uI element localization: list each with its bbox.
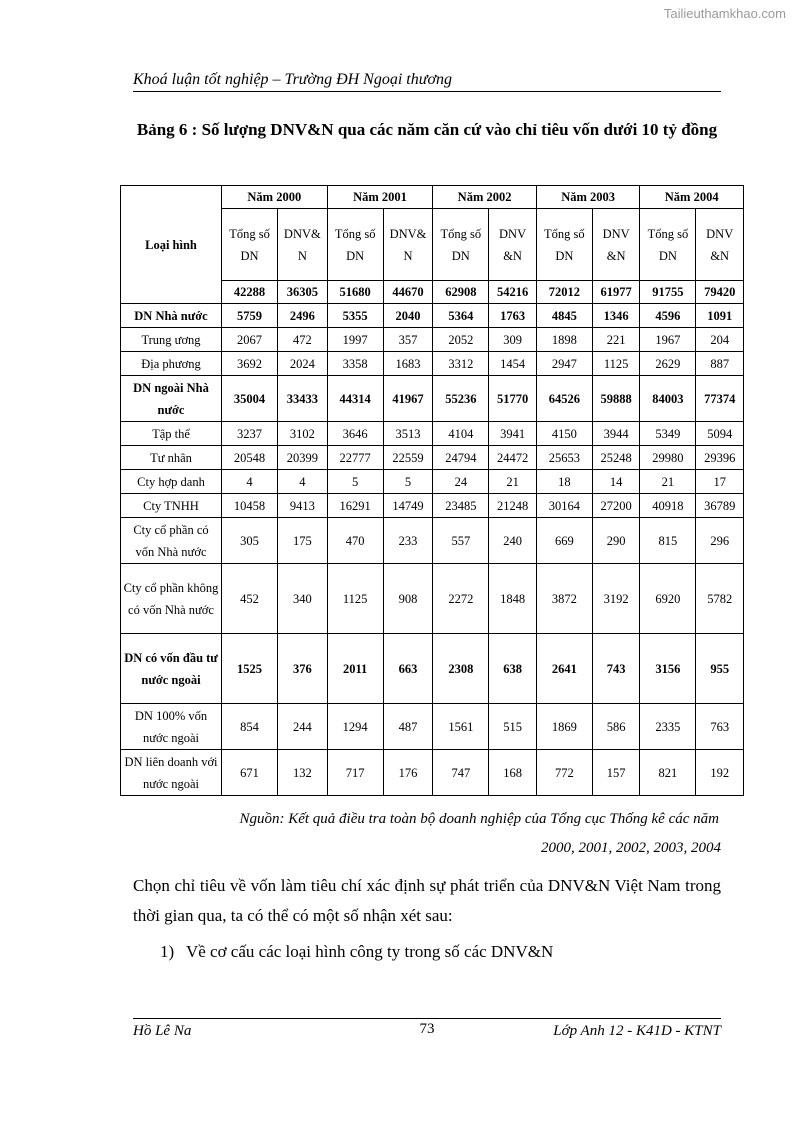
table-cell: 1454 bbox=[489, 352, 537, 376]
table-cell: 2040 bbox=[383, 304, 433, 328]
table-cell: 21 bbox=[489, 470, 537, 494]
table-cell: 1997 bbox=[327, 328, 383, 352]
table-cell: 2308 bbox=[433, 634, 489, 704]
table-cell: 25653 bbox=[536, 446, 592, 470]
table-cell: 743 bbox=[592, 634, 640, 704]
table-row bbox=[121, 494, 744, 518]
table-cell: 309 bbox=[489, 328, 537, 352]
table-cell: 33433 bbox=[278, 376, 328, 422]
table-cell: 3646 bbox=[327, 422, 383, 446]
table-row bbox=[121, 564, 744, 634]
table-cell: 2272 bbox=[433, 564, 489, 634]
subheader-cell: DNV &N bbox=[489, 209, 537, 281]
table-cell: 3513 bbox=[383, 422, 433, 446]
row-label: Cty cổ phần không có vốn Nhà nước bbox=[121, 564, 222, 634]
watermark: Tailieuthamkhao.com bbox=[663, 6, 786, 21]
table-cell: 233 bbox=[383, 518, 433, 564]
total-cell: 42288 bbox=[222, 281, 278, 304]
table-cell: 3358 bbox=[327, 352, 383, 376]
table-cell: 3192 bbox=[592, 564, 640, 634]
table-cell: 717 bbox=[327, 750, 383, 796]
table-row bbox=[121, 328, 744, 352]
list-item bbox=[160, 942, 553, 962]
table-cell: 1091 bbox=[696, 304, 744, 328]
table-cell: 955 bbox=[696, 634, 744, 704]
table-cell: 305 bbox=[222, 518, 278, 564]
table-cell: 77374 bbox=[696, 376, 744, 422]
table-cell: 1898 bbox=[536, 328, 592, 352]
table-cell: 44314 bbox=[327, 376, 383, 422]
table-cell: 772 bbox=[536, 750, 592, 796]
row-label: DN có vốn đầu tư nước ngoài bbox=[121, 634, 222, 704]
table-row bbox=[121, 750, 744, 796]
table-cell: 35004 bbox=[222, 376, 278, 422]
table-cell: 340 bbox=[278, 564, 328, 634]
table-cell: 2629 bbox=[640, 352, 696, 376]
table-cell: 472 bbox=[278, 328, 328, 352]
table-cell: 669 bbox=[536, 518, 592, 564]
year-header: Năm 2002 bbox=[433, 186, 537, 209]
table-cell: 1763 bbox=[489, 304, 537, 328]
table-cell: 16291 bbox=[327, 494, 383, 518]
row-label: Cty TNHH bbox=[121, 494, 222, 518]
data-table bbox=[120, 185, 744, 796]
table-cell: 4 bbox=[278, 470, 328, 494]
table-title: Bảng 6 : Số lượng DNV&N qua các năm căn cứ vào chỉ tiêu vốn dưới 10 tỷ đồng bbox=[136, 120, 718, 139]
source-note bbox=[133, 805, 721, 863]
table-cell: 908 bbox=[383, 564, 433, 634]
table-cell: 854 bbox=[222, 704, 278, 750]
table-cell: 3102 bbox=[278, 422, 328, 446]
table-cell: 1125 bbox=[592, 352, 640, 376]
total-cell: 36305 bbox=[278, 281, 328, 304]
table-cell: 2947 bbox=[536, 352, 592, 376]
total-cell: 51680 bbox=[327, 281, 383, 304]
table-row bbox=[121, 518, 744, 564]
table-cell: 22777 bbox=[327, 446, 383, 470]
table-row bbox=[121, 304, 744, 328]
table-cell: 168 bbox=[489, 750, 537, 796]
table-cell: 175 bbox=[278, 518, 328, 564]
table-cell: 6920 bbox=[640, 564, 696, 634]
row-label: Cty hợp danh bbox=[121, 470, 222, 494]
table-cell: 10458 bbox=[222, 494, 278, 518]
table-cell: 132 bbox=[278, 750, 328, 796]
subheader-cell: DNV& N bbox=[383, 209, 433, 281]
table-cell: 638 bbox=[489, 634, 537, 704]
table-cell: 240 bbox=[489, 518, 537, 564]
subheader-cell: Tổng số DN bbox=[222, 209, 278, 281]
table-cell: 2067 bbox=[222, 328, 278, 352]
table-cell: 22559 bbox=[383, 446, 433, 470]
table-row bbox=[121, 470, 744, 494]
footer-class: Lớp Anh 12 - K41D - KTNT bbox=[553, 1023, 721, 1039]
table-cell: 5094 bbox=[696, 422, 744, 446]
table-cell: 5759 bbox=[222, 304, 278, 328]
table-cell: 487 bbox=[383, 704, 433, 750]
table-cell: 21248 bbox=[489, 494, 537, 518]
row-label: Cty cổ phần có vốn Nhà nước bbox=[121, 518, 222, 564]
total-cell: 62908 bbox=[433, 281, 489, 304]
table-cell: 3872 bbox=[536, 564, 592, 634]
table-cell: 192 bbox=[696, 750, 744, 796]
total-cell: 61977 bbox=[592, 281, 640, 304]
table-cell: 30164 bbox=[536, 494, 592, 518]
table-row bbox=[121, 422, 744, 446]
table-cell: 3237 bbox=[222, 422, 278, 446]
table-cell: 2011 bbox=[327, 634, 383, 704]
table-cell: 1525 bbox=[222, 634, 278, 704]
table-cell: 20548 bbox=[222, 446, 278, 470]
year-header: Năm 2003 bbox=[536, 186, 640, 209]
table-cell: 9413 bbox=[278, 494, 328, 518]
table-cell: 4 bbox=[222, 470, 278, 494]
table-cell: 763 bbox=[696, 704, 744, 750]
page-header: Khoá luận tốt nghiệp – Trường ĐH Ngoại thương bbox=[133, 71, 721, 92]
source-line-1: Nguồn: Kết quả điều tra toàn bộ doanh nghiệp của Tổng cục Thống kê các năm bbox=[239, 811, 719, 827]
table-cell: 5364 bbox=[433, 304, 489, 328]
table-cell: 3156 bbox=[640, 634, 696, 704]
subheader-cell: Tổng số DN bbox=[327, 209, 383, 281]
table-cell: 3312 bbox=[433, 352, 489, 376]
table-cell: 815 bbox=[640, 518, 696, 564]
total-cell: 44670 bbox=[383, 281, 433, 304]
table-cell: 204 bbox=[696, 328, 744, 352]
table-cell: 887 bbox=[696, 352, 744, 376]
table-cell: 24794 bbox=[433, 446, 489, 470]
table-cell: 1683 bbox=[383, 352, 433, 376]
table-cell: 290 bbox=[592, 518, 640, 564]
table-cell: 2496 bbox=[278, 304, 328, 328]
footer-author: Hồ Lê Na bbox=[133, 1023, 192, 1039]
table-cell: 557 bbox=[433, 518, 489, 564]
table-cell: 4845 bbox=[536, 304, 592, 328]
table-cell: 2641 bbox=[536, 634, 592, 704]
row-label: Địa phương bbox=[121, 352, 222, 376]
table-cell: 4104 bbox=[433, 422, 489, 446]
list-item-text: Về cơ cấu các loại hình công ty trong số các DNV&N bbox=[185, 942, 554, 961]
row-label: DN 100% vốn nước ngoài bbox=[121, 704, 222, 750]
table-cell: 2335 bbox=[640, 704, 696, 750]
table-cell: 17 bbox=[696, 470, 744, 494]
total-cell: 91755 bbox=[640, 281, 696, 304]
table-cell: 1967 bbox=[640, 328, 696, 352]
page-footer bbox=[133, 1018, 721, 1045]
subheader-cell: Tổng số DN bbox=[536, 209, 592, 281]
year-header: Năm 2004 bbox=[640, 186, 744, 209]
row-label: Tư nhân bbox=[121, 446, 222, 470]
page-number: 73 bbox=[419, 1021, 435, 1037]
table-row bbox=[121, 704, 744, 750]
table-cell: 1125 bbox=[327, 564, 383, 634]
year-header: Năm 2000 bbox=[222, 186, 328, 209]
row-label: DN liên doanh với nước ngoài bbox=[121, 750, 222, 796]
table-cell: 176 bbox=[383, 750, 433, 796]
total-cell: 79420 bbox=[696, 281, 744, 304]
table-cell: 376 bbox=[278, 634, 328, 704]
table-cell: 296 bbox=[696, 518, 744, 564]
table-cell: 4150 bbox=[536, 422, 592, 446]
total-cell: 72012 bbox=[536, 281, 592, 304]
table-cell: 5355 bbox=[327, 304, 383, 328]
table-row bbox=[121, 376, 744, 422]
table-cell: 747 bbox=[433, 750, 489, 796]
table-cell: 470 bbox=[327, 518, 383, 564]
table-cell: 5 bbox=[327, 470, 383, 494]
header-row-years bbox=[121, 186, 744, 209]
total-cell: 54216 bbox=[489, 281, 537, 304]
table-cell: 663 bbox=[383, 634, 433, 704]
list-item-number: 1) bbox=[160, 942, 175, 961]
table-cell: 64526 bbox=[536, 376, 592, 422]
table-cell: 515 bbox=[489, 704, 537, 750]
table-cell: 2052 bbox=[433, 328, 489, 352]
table-row bbox=[121, 352, 744, 376]
table-cell: 357 bbox=[383, 328, 433, 352]
table-cell: 40918 bbox=[640, 494, 696, 518]
table-cell: 671 bbox=[222, 750, 278, 796]
table-cell: 1561 bbox=[433, 704, 489, 750]
row-label: DN Nhà nước bbox=[121, 304, 222, 328]
table-row bbox=[121, 634, 744, 704]
table-cell: 20399 bbox=[278, 446, 328, 470]
table-cell: 24 bbox=[433, 470, 489, 494]
row-label: DN ngoài Nhà nước bbox=[121, 376, 222, 422]
body-paragraph: Chọn chỉ tiêu về vốn làm tiêu chí xác định sự phát triển của DNV&N Việt Nam trong thời gian qua, ta có thể có một số nhận xét sau: bbox=[133, 876, 721, 925]
year-header: Năm 2001 bbox=[327, 186, 433, 209]
table-cell: 25248 bbox=[592, 446, 640, 470]
table-cell: 221 bbox=[592, 328, 640, 352]
table-cell: 36789 bbox=[696, 494, 744, 518]
table-cell: 3941 bbox=[489, 422, 537, 446]
table-cell: 1346 bbox=[592, 304, 640, 328]
table-cell: 55236 bbox=[433, 376, 489, 422]
table-cell: 14 bbox=[592, 470, 640, 494]
table-cell: 821 bbox=[640, 750, 696, 796]
table-cell: 41967 bbox=[383, 376, 433, 422]
table-cell: 5782 bbox=[696, 564, 744, 634]
subheader-cell: Tổng số DN bbox=[640, 209, 696, 281]
table-cell: 27200 bbox=[592, 494, 640, 518]
table-cell: 452 bbox=[222, 564, 278, 634]
table-cell: 3944 bbox=[592, 422, 640, 446]
table-cell: 29396 bbox=[696, 446, 744, 470]
subheader-cell: DNV& N bbox=[278, 209, 328, 281]
table-cell: 4596 bbox=[640, 304, 696, 328]
table-cell: 59888 bbox=[592, 376, 640, 422]
table-row bbox=[121, 446, 744, 470]
table-cell: 157 bbox=[592, 750, 640, 796]
row-label: Trung ương bbox=[121, 328, 222, 352]
table-cell: 3692 bbox=[222, 352, 278, 376]
row-label: Tập thể bbox=[121, 422, 222, 446]
table-cell: 84003 bbox=[640, 376, 696, 422]
table-cell: 21 bbox=[640, 470, 696, 494]
subheader-cell: Tổng số DN bbox=[433, 209, 489, 281]
table-cell: 1869 bbox=[536, 704, 592, 750]
table-cell: 244 bbox=[278, 704, 328, 750]
table-cell: 5 bbox=[383, 470, 433, 494]
table-cell: 5349 bbox=[640, 422, 696, 446]
table-cell: 24472 bbox=[489, 446, 537, 470]
table-cell: 586 bbox=[592, 704, 640, 750]
table-cell: 1848 bbox=[489, 564, 537, 634]
subheader-cell: DNV &N bbox=[696, 209, 744, 281]
table-cell: 51770 bbox=[489, 376, 537, 422]
source-line-2: 2000, 2001, 2002, 2003, 2004 bbox=[541, 840, 721, 856]
subheader-cell: DNV &N bbox=[592, 209, 640, 281]
row-header-cell: Loại hình bbox=[121, 186, 222, 304]
table-cell: 1294 bbox=[327, 704, 383, 750]
table-cell: 18 bbox=[536, 470, 592, 494]
table-cell: 29980 bbox=[640, 446, 696, 470]
table-cell: 14749 bbox=[383, 494, 433, 518]
table-cell: 23485 bbox=[433, 494, 489, 518]
table-cell: 2024 bbox=[278, 352, 328, 376]
